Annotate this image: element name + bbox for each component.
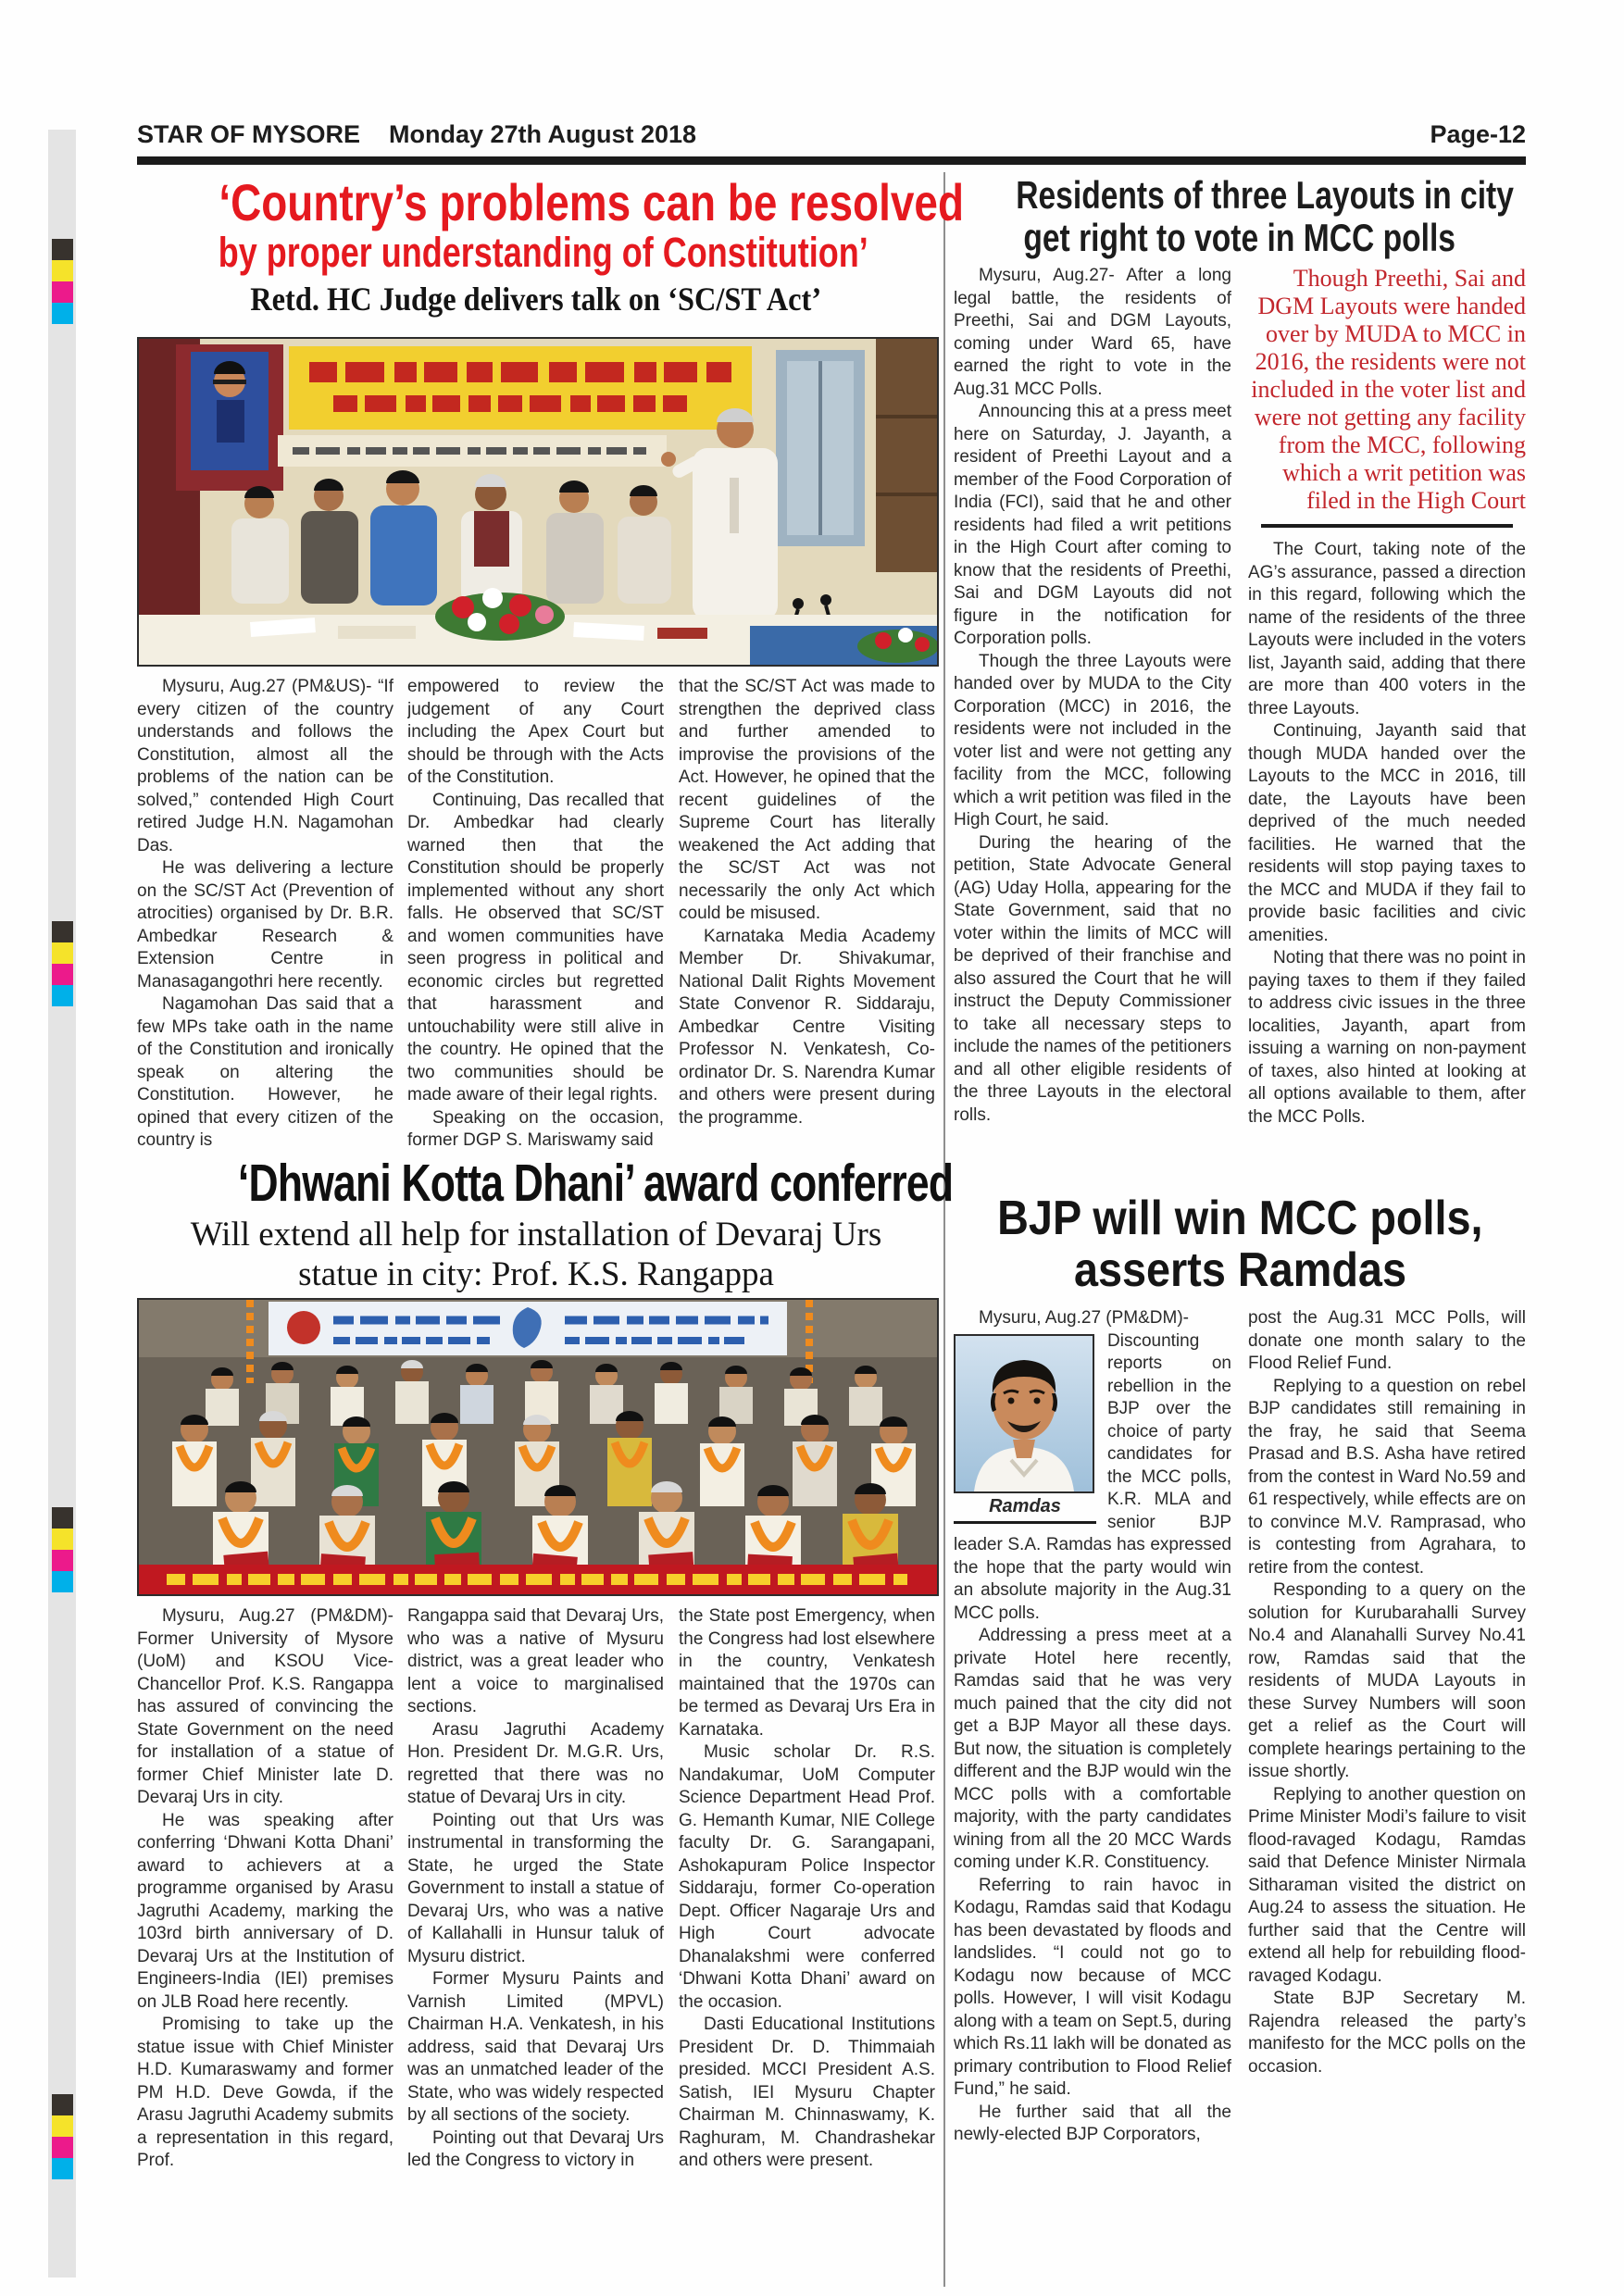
body-paragraph: Referring to rain havoc in Kodagu, Ramdas said that Kodagu has been devastated by floods and landslides. “I could not go to Kodagu now because of MCC polls. However, I will visit Kodagu along with a team on Sept.5, during which Rs.11 lakh will be donated as primary contribution to Flood Relief Fund,” he said. (954, 1875, 1231, 2099)
middle-row (172, 1411, 916, 1506)
reg-mark-magenta (52, 2137, 73, 2158)
ramdas-photo-block (954, 1334, 1096, 1525)
body-paragraph: Mysuru, Aug.27- After a long legal battle, the residents of Preethi, Sai and DGM Layouts, coming under Ward 65, have earned the right to vote in the Aug.31 MCC Polls. (954, 266, 1231, 399)
body-paragraph: Dasti Educational Institutions President Dr. D. Thimmaiah presided. MCCI President A.S. Satish, IEI Mysuru Chapter Chairman M. Chinnaswamy, K. Raghuram, M. Chandrashekar and others were present. (679, 2015, 935, 2170)
reg-mark-cyan (52, 2158, 73, 2179)
reg-mark-black (52, 2094, 73, 2115)
body-paragraph: Continuing, Jayanth said that though MUDA handed over the Layouts to the MCC in 2016, till date, the Layouts have been deprived of the much needed facilities. He warned that the residents will stop paying taxes to the MCC and MUDA if they fail to provide basic facilities and civic amenities. (1248, 721, 1526, 945)
article3-column-3 (679, 1605, 935, 2289)
article1-column-1 (137, 676, 394, 1159)
ramdas-photo-caption: Ramdas (954, 1493, 1096, 1525)
body-paragraph: Rangappa said that Devaraj Urs, who was a native of Mysuru district, was a great leader who lent a voice to marginalised sections. (407, 1606, 664, 1716)
body-paragraph: empowered to review the judgement of any Court including the Apex Court but should be through with the Acts of the Constitution. (407, 677, 664, 787)
reg-mark-black (52, 1507, 73, 1529)
body-paragraph: Former Mysuru Paints and Varnish Limited (MPVL) Chairman H.A. Venkatesh, in his address, said that Devaraj Urs was an unmatched leader of the State, who was widely respected by all sections of the society. (407, 1969, 664, 2125)
article4-dateline: Mysuru, Aug.27 (PM&DM)- (979, 1308, 1189, 1328)
reg-mark-black (52, 921, 73, 942)
body-paragraph: Addressing a press meet at a private Hotel here recently, Ramdas said that he was very much pained that the city did not get a BJP Mayor all these days. But now, the situation is completely different and the BJP would win the MCC polls with a comfortable majority, with the party candidates wining from all the 20 MCC Wards coming under K.R. Constituency. (954, 1626, 1231, 1872)
body-paragraph: Mysuru, Aug.27 (PM&DM)- Former University of Mysore (UoM) and KSOU Vice-Chancellor Prof. K.S. Rangappa has assured of convincing the State Government on the need for installation of a statue of former Chief Minister late D. Devaraj Urs in city. (137, 1606, 394, 1807)
article3-subhead: Will extend all help for installation of Devaraj Urs statue in city: Prof. K.S. Rangappa (190, 1216, 882, 1293)
body-paragraph: Music scholar Dr. R.S. Nandakumar, UoM Computer Science Department Head Prof. G. Hemanth Kumar, NIE College faculty Dr. G. Sarangapani, Ashokapuram Police Inspector Siddaraju, former Co-operation Dept. Officer Nagaraje Urs and High Court advocate Dhanalakshmi were conferred ‘Dhwani Kotta Dhani’ award on the occasion. (679, 1742, 935, 2012)
award-group-photo (137, 1298, 939, 1596)
article4-lead-block (954, 1330, 1231, 1626)
body-paragraph: the State post Emergency, when the Congress had lost elsewhere in the country, Venkatesh maintained that the 1970s can be termed as Devaraj Urs Era in Karnataka. (679, 1606, 935, 1740)
article2-pull-quote: Though Preethi, Sai and DGM Layouts were handed over by MUDA to MCC in 2016, the residents were not included in the voter list and were not getting any facility from the MCC, following which a writ petition was filed in the High Court (1251, 265, 1526, 514)
body-paragraph: He was delivering a lecture on the SC/ST Act (Prevention of atrocities) organised by Dr. B.R. Ambedkar Research & Extension Centre in Manasagangothri here recently. (137, 858, 394, 992)
body-paragraph: Replying to a question on rebel BJP candidates still remaining in the fray, he said that Seema Prasad and B.S. Asha have retired from the contest in Ward No.59 and 61 respectively, while effects are on to convince M.V. Ramprasad, who is contesting from Agrahara, to retire from the contest. (1248, 1376, 1526, 1578)
body-paragraph: Noting that there was no point in paying taxes to them if they failed to address civic issues in the three localities, Jayanth, apart from issuing a warning on non-payment of taxes, also hinted at looking at all options available to them, after the MCC Polls. (1248, 948, 1526, 1127)
issue-date: Monday 27th August 2018 (389, 120, 697, 148)
reg-mark-magenta (52, 1550, 73, 1571)
body-paragraph: He was speaking after conferring ‘Dhwani Kotta Dhani’ award to achievers at a programme organised by Arasu Jagruthi Academy, marking the 103rd birth anniversary of D. Devaraj Urs at the Institution of Engineers-India (IEI) premises on JLB Road here recently. (137, 1810, 394, 2012)
article1-headline-line1: ‘Country’s problems can be resolved (219, 173, 964, 231)
article2-column-1 (954, 265, 1231, 1191)
body-paragraph: Speaking on the occasion, former DGP S. Mariswamy said (407, 1107, 664, 1150)
article3-column-2 (407, 1605, 664, 2289)
article4-lead-text: Discounting reports on rebellion in the BJP over the choice of party candidates for the MCC polls, K.R. MLA and senior BJP leader S.A. Ramdas has expressed the hope that the party would win an absolute majority in the Aug.31 MCC polls. (954, 1330, 1231, 1623)
reg-mark-magenta (52, 964, 73, 985)
article3-column-1 (137, 1605, 394, 2289)
reg-mark-cyan (52, 985, 73, 1006)
award-photo-illustration (139, 1300, 937, 1594)
body-paragraph: Replying to another question on Prime Minister Modi’s failure to visit flood-ravaged Kodagu, Ramdas said that Defence Minister Nirmala Sitharaman visited the district on Aug.24 to assess the situation. He further said that the Centre will extend all help for rebuilding flood-ravaged Kodagu. (1248, 1784, 1526, 1986)
article1-subhead: Retd. HC Judge delivers talk on ‘SC/ST Act’ (250, 281, 822, 318)
body-paragraph: Mysuru, Aug.27 (PM&US)- “If every citizen of the country understands and follows the Constitution, almost all the problems of the nation can be solved,” contended High Court retired Judge H.N. Nagamohan Das. (137, 677, 394, 855)
body-paragraph: Though the three Layouts were handed over by MUDA to the City Corporation (MCC) in 2016, the residents were not included in the voter list and were not getting any facility from the MCC, following which a writ petition was filed in the High Court, he said. (954, 651, 1231, 830)
article2-headline: Residents of three Layouts in city get right to vote in MCC polls (1016, 173, 1514, 259)
lecture-photo-illustration (139, 339, 937, 665)
reg-mark-yellow (52, 260, 73, 281)
reg-mark-cyan (52, 303, 73, 324)
reg-mark-cyan (52, 1571, 73, 1592)
body-paragraph: Karnataka Media Academy Member Dr. Shivakumar, National Dalit Rights Movement State Convenor R. Siddaraju, Ambedkar Centre Visiting Professor N. Venkatesh, Co-ordinator Dr. S. Narendra Kumar and others were present during the programme. (679, 926, 935, 1128)
article1-column-3 (679, 676, 935, 1159)
masthead-rule (137, 156, 1526, 165)
body-paragraph: Pointing out that Devaraj Urs led the Congress to victory in (407, 2128, 664, 2170)
body-paragraph: State BJP Secretary M. Rajendra released the party’s manifesto for the MCC polls on the occasion. (1248, 1989, 1526, 2077)
body-paragraph: Promising to take up the statue issue with Chief Minister H.D. Kumaraswamy and former PM H.D. Deve Gowda, if the Arasu Jagruthi Academy submits a representation in this regard, Prof. (137, 2015, 394, 2170)
ramdas-photo (954, 1334, 1094, 1493)
article1-column-2 (407, 676, 664, 1159)
body-paragraph: Arasu Jagruthi Academy Hon. President Dr. M.G.R. Urs, regretted that there was no statue of Devaraj Urs in city. (407, 1719, 664, 1807)
body-paragraph: Announcing this at a press meet here on Saturday, J. Jayanth, a resident of Preethi Layout and a member of the Food Corporation of India (FCI), said that he and other residents had filed a writ petitions in the High Court after coming to know that the residents of Preethi, Sai and DGM Layouts did not figure in the notification for Corporation polls. (954, 402, 1231, 648)
body-paragraph: Responding to a query on the solution for Kurubarahalli Survey No.4 and Alanahalli Survey No.41 row, Ramdas said that the residents of MUDA Layouts in these Survey Numbers will soon get a relief as the Court will complete hearings pertaining to the issue shortly. (1248, 1580, 1526, 1781)
body-paragraph: Pointing out that Urs was instrumental in transforming the State, he urged the State Government to install a statue of Devaraj Urs, who was a native of Kallahalli in Hunsur taluk of Mysuru district. (407, 1810, 664, 1966)
article4-column-2 (1248, 1307, 1526, 2285)
masthead (137, 120, 1526, 149)
body-paragraph: The Court, taking note of the AG’s assurance, passed a direction in this regard, following which the name of the residents of the three Layouts were included in the voters list, Jayanth said, adding that there are more than 400 voters in the three Layouts. (1248, 540, 1526, 718)
article3-headline: ‘Dhwani Kotta Dhani’ award conferred (237, 1154, 954, 1213)
page-number: Page-12 (1430, 120, 1526, 148)
article4-column-1 (954, 1307, 1231, 2285)
lecture-photo (137, 337, 939, 667)
article2-column-2 (1248, 265, 1526, 1191)
scan-edge-strip (48, 130, 76, 2277)
body-paragraph: Nagamohan Das said that a few MPs take oath in the name of the Constitution and ironically speak on altering the Constitution. However, he opined that every citizen of the country is (137, 994, 394, 1150)
article4-headline: BJP will win MCC polls, asserts Ramdas (996, 1192, 1483, 1297)
body-paragraph: that the SC/ST Act was made to strengthen the deprived class and further amended to improvise the provisions of the Act. However, he opined that the recent guidelines of the Supreme Court has literally weakened the Act adding that the SC/ST Act was not necessarily the only Act which could be misused. (679, 677, 935, 923)
paper-name: STAR OF MYSORE (137, 120, 361, 148)
body-paragraph: He further said that all the newly-elected BJP Corporators, (954, 2102, 1231, 2144)
pull-quote-rule (1261, 524, 1513, 528)
body-paragraph: Continuing, Das recalled that Dr. Ambedkar had clearly warned then that the Constitution should be properly implemented without any short falls. He observed that SC/ST and women communities have seen progress in political and economic circles but regretted that harassment and untouchability were still alive in the country. He opined that the two communities should be made aware of their legal rights. (407, 790, 664, 1104)
reg-mark-black (52, 239, 73, 260)
section-divider (943, 172, 945, 2287)
reg-mark-yellow (52, 2115, 73, 2137)
ramdas-portrait-illustration (956, 1336, 1093, 1491)
article1-headline-line2: by proper understanding of Constitution’ (218, 229, 868, 276)
reg-mark-yellow (52, 942, 73, 964)
reg-mark-magenta (52, 281, 73, 303)
body-paragraph: post the Aug.31 MCC Polls, will donate one month salary to the Flood Relief Fund. (1248, 1308, 1526, 1373)
reg-mark-yellow (52, 1529, 73, 1550)
body-paragraph: During the hearing of the petition, State Advocate General (AG) Uday Holla, appearing for the State Government, said that no voter within the limits of MCC will be deprived of their franchise and also assured the Court that he will instruct the Deputy Commissioner to take all necessary steps to include the names of the petitioners and all other eligible residents of the three Layouts in the electoral rolls. (954, 832, 1231, 1125)
